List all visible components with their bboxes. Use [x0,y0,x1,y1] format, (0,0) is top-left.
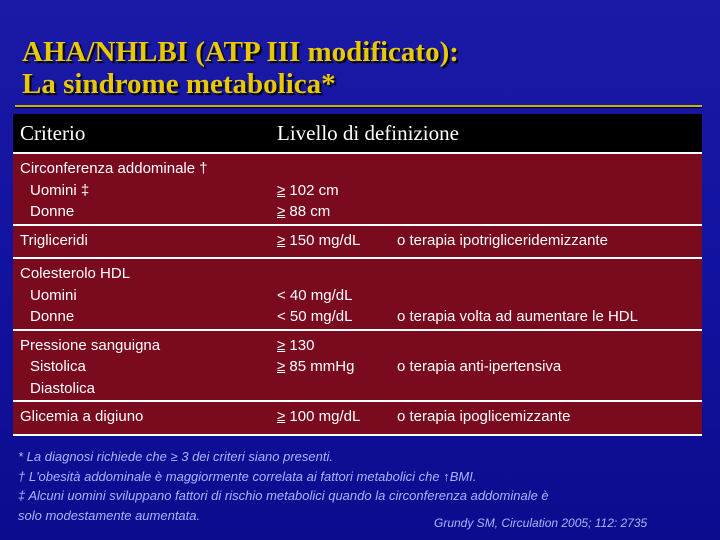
footnotes [18,447,708,525]
level-value: < 50 mg/dL [277,308,353,325]
criterion-cell [13,258,277,330]
criteria-table [13,114,702,436]
criterion-sub-label: Sistolica [30,358,86,375]
level-value: ≥ 85 mmHg [277,358,355,375]
ge-symbol: ≥ [277,336,286,354]
note-cell [397,225,702,259]
footnote-2: † L'obesità addominale è maggiormente correlata ai fattori metabolici che ↑BMI. [18,467,708,487]
level-value: ≥ 100 mg/dL [277,408,361,425]
criterion-label: Colesterolo HDL [20,265,131,282]
ge-symbol: ≥ [277,408,286,425]
criterion-sub-label: Donne [30,203,75,220]
footnote-1: * La diagnosi richiede che ≥ 3 dei criteri siano presenti. [18,449,333,464]
header-livello: Livello di definizione [277,114,702,153]
note-text: o terapia volta ad aumentare le HDL [397,308,638,325]
header-criterio: Criterio [13,114,277,153]
table-row [13,330,702,402]
level-value: ≥ 88 cm [277,203,331,220]
level-cell [277,401,397,435]
note-text: o terapia ipotrigliceridemizzante [397,231,608,249]
title-line-1: AHA/NHLBI (ATP III modificato): [22,36,459,68]
citation: Grundy SM, Circulation 2005; 112: 2735 [434,516,648,530]
footnote-3-continued: solo modestamente aumentata. [18,507,201,523]
slide-title [22,36,459,100]
criterion-label: Circonferenza addominale † [20,160,208,177]
ge-symbol: ≥ [277,203,286,220]
criterion-label: Trigliceridi [20,231,88,249]
level-cell [277,330,397,402]
criterion-cell [13,225,277,259]
note-text: o terapia ipoglicemizzante [397,408,571,425]
criterion-cell [13,401,277,435]
ge-symbol: ≥ [277,231,286,249]
criterion-cell [13,330,277,402]
criterion-sub-label: Donne [30,308,75,325]
table-header-row [13,114,702,153]
level-cell [277,153,397,225]
level-cell [277,225,397,259]
table-row [13,225,702,259]
criterion-sub-label: Diastolica [30,379,96,397]
table-row [13,401,702,435]
title-divider [15,105,702,107]
criterion-cell [13,153,277,225]
criterion-sub-label: Uomini [30,286,77,304]
note-cell [397,401,702,435]
level-value: < 40 mg/dL [277,286,353,304]
note-text: o terapia anti-ipertensiva [397,358,562,375]
level-value: ≥ 102 cm [277,181,339,199]
criterion-label: Glicemia a digiuno [20,408,144,425]
criterion-sub-label: Uomini ‡ [30,181,90,199]
ge-symbol: ≥ [277,181,286,199]
note-cell [397,153,702,225]
table-row [13,153,702,225]
title-line-2: La sindrome metabolica* [22,68,336,100]
level-value: ≥ 150 mg/dL [277,231,361,249]
level-value: ≥ 130 [277,336,315,354]
ge-symbol: ≥ [277,358,286,375]
arrow-up-icon: ↑ [443,468,450,484]
table-row [13,258,702,330]
level-cell [277,258,397,330]
criterion-label: Pressione sanguigna [20,336,161,354]
footnote-3: ‡ Alcuni uomini sviluppano fattori di rischio metabolici quando la circonferenza addominale è [18,488,549,503]
note-cell [397,258,702,330]
note-cell [397,330,702,402]
